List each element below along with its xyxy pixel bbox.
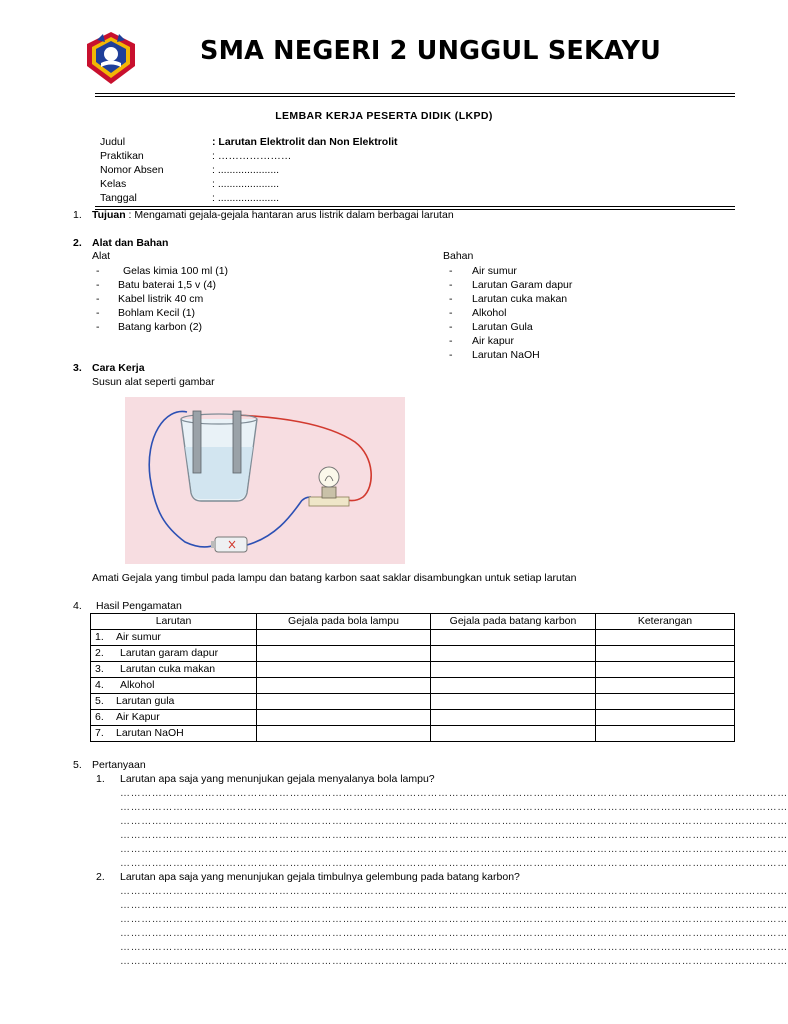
question-2-number: 2. [96,871,105,883]
info-rule-thick [95,206,735,207]
column-header-bola-lampu: Gejala pada bola lampu [257,614,431,630]
sheet-title: LEMBAR KERJA PESERTA DIDIK (LKPD) [275,110,493,122]
table-cell-empty[interactable] [257,630,431,646]
list-item: - Gelas kimia 100 ml (1) [96,265,229,277]
section-5-title: Pertanyaan [92,759,146,771]
section-3-title: Cara Kerja [92,362,145,374]
alat-label: Alat [92,250,111,262]
section-3-instruction: Susun alat seperti gambar [92,376,215,388]
section-4-title: Hasil Pengamatan [96,600,182,612]
section-1-text: : Mengamati gejala-gejala hantaran arus listrik dalam berbagai larutan [125,209,454,221]
info-value-kelas: : ..................... [212,178,280,190]
table-cell-empty[interactable] [596,630,735,646]
info-label-tanggal: Tanggal [100,192,137,204]
table-row [91,710,735,726]
section-5-number: 5. [73,759,82,771]
answer-line[interactable]: ……………………………………………………………………………………………………………………………………………………………………… [120,914,788,925]
list-item: - Larutan Gula [449,321,533,333]
list-item: - Air kapur [449,335,515,347]
apparatus-illustration [125,397,405,564]
section-1-line [92,209,454,221]
table-cell-empty[interactable] [431,710,596,726]
answer-line[interactable]: ……………………………………………………………………………………………………………………………………………………………………… [120,928,788,939]
info-label-praktikan: Praktikan [100,150,144,162]
table-cell-larutan: 3. Larutan cuka makan [91,662,257,678]
answer-line[interactable]: ……………………………………………………………………………………………………………………………………………………………………… [120,844,788,855]
table-cell-larutan: 6. Air Kapur [91,710,257,726]
table-cell-empty[interactable] [596,726,735,742]
table-cell-empty[interactable] [596,662,735,678]
list-item: - Batang karbon (2) [96,321,203,333]
table-cell-empty[interactable] [596,678,735,694]
section-3-number: 3. [73,362,82,374]
section-4-number: 4. [73,600,82,612]
table-cell-empty[interactable] [431,630,596,646]
table-cell-larutan: 2. Larutan garam dapur [91,646,257,662]
list-item: - Larutan Garam dapur [449,279,573,291]
question-2-text: Larutan apa saja yang menunjukan gejala timbulnya gelembung pada batang karbon? [120,871,520,883]
table-header-row [91,614,735,630]
column-header-keterangan: Keterangan [596,614,735,630]
table-cell-empty[interactable] [257,710,431,726]
table-cell-empty[interactable] [257,646,431,662]
answer-line[interactable]: ……………………………………………………………………………………………………………………………………………………………………… [120,830,788,841]
table-row [91,694,735,710]
bahan-label: Bahan [443,250,474,262]
table-cell-empty[interactable] [596,710,735,726]
table-cell-empty[interactable] [431,646,596,662]
table-cell-larutan: 4. Alkohol [91,678,257,694]
section-2-title: Alat dan Bahan [92,237,169,249]
info-label-judul: Judul [100,136,126,148]
table-cell-empty[interactable] [257,678,431,694]
answer-line[interactable]: ……………………………………………………………………………………………………………………………………………………………………… [120,942,788,953]
table-cell-empty[interactable] [257,694,431,710]
table-cell-larutan: 7. Larutan NaOH [91,726,257,742]
section-1-label: Tujuan [92,209,126,221]
info-value-praktikan: : ………………… [212,150,292,162]
table-row [91,678,735,694]
info-value-tanggal: : ..................... [212,192,280,204]
observation-table [90,613,735,742]
answer-line[interactable]: ……………………………………………………………………………………………………………………………………………………………………… [120,886,788,897]
info-value-judul: : Larutan Elektrolit dan Non Elektrolit [212,136,398,148]
bahan-list [449,264,649,362]
answer-line[interactable]: ……………………………………………………………………………………………………………………………………………………………………… [120,788,788,799]
list-item: - Larutan NaOH [449,349,540,361]
table-cell-empty[interactable] [431,662,596,678]
table-row [91,646,735,662]
school-crest-logo [83,30,139,86]
answer-line[interactable]: ……………………………………………………………………………………………………………………………………………………………………… [120,802,788,813]
table-cell-empty[interactable] [431,694,596,710]
list-item: - Alkohol [449,307,507,319]
school-name: SMA NEGERI 2 UNGGUL SEKAYU [200,36,662,66]
question-1-text: Larutan apa saja yang menunjukan gejala menyalanya bola lampu? [120,773,435,785]
list-item: - Batu baterai 1,5 v (4) [96,279,217,291]
table-row [91,662,735,678]
table-cell-larutan: 5. Larutan gula [91,694,257,710]
info-value-nomor-absen: : ..................... [212,164,280,176]
list-item: - Larutan cuka makan [449,293,568,305]
section-1-number: 1. [73,209,82,221]
list-item: - Bohlam Kecil (1) [96,307,196,319]
answer-line[interactable]: ……………………………………………………………………………………………………………………………………………………………………… [120,900,788,911]
table-cell-empty[interactable] [257,726,431,742]
table-cell-empty[interactable] [596,694,735,710]
table-cell-empty[interactable] [596,646,735,662]
section-3-observe: Amati Gejala yang timbul pada lampu dan batang karbon saat saklar disambungkan untuk setiap larutan [92,572,577,584]
answer-line[interactable]: ……………………………………………………………………………………………………………………………………………………………………… [120,858,788,869]
info-label-nomor-absen: Nomor Absen [100,164,164,176]
section-2-number: 2. [73,237,82,249]
table-cell-empty[interactable] [431,678,596,694]
alat-list [96,264,296,334]
table-row [91,630,735,646]
header-rule-thick [95,93,735,94]
table-cell-empty[interactable] [257,662,431,678]
list-item: - Air sumur [449,265,517,277]
question-1-number: 1. [96,773,105,785]
answer-line[interactable]: ……………………………………………………………………………………………………………………………………………………………………… [120,816,788,827]
table-cell-empty[interactable] [431,726,596,742]
column-header-batang-karbon: Gejala pada batang karbon [431,614,596,630]
info-label-kelas: Kelas [100,178,127,190]
answer-line[interactable]: ……………………………………………………………………………………………………………………………………………………………………… [120,956,788,967]
header-rule-thin [95,96,735,97]
list-item: - Kabel listrik 40 cm [96,293,204,305]
column-header-larutan: Larutan [91,614,257,630]
table-cell-larutan: 1. Air sumur [91,630,257,646]
table-row [91,726,735,742]
